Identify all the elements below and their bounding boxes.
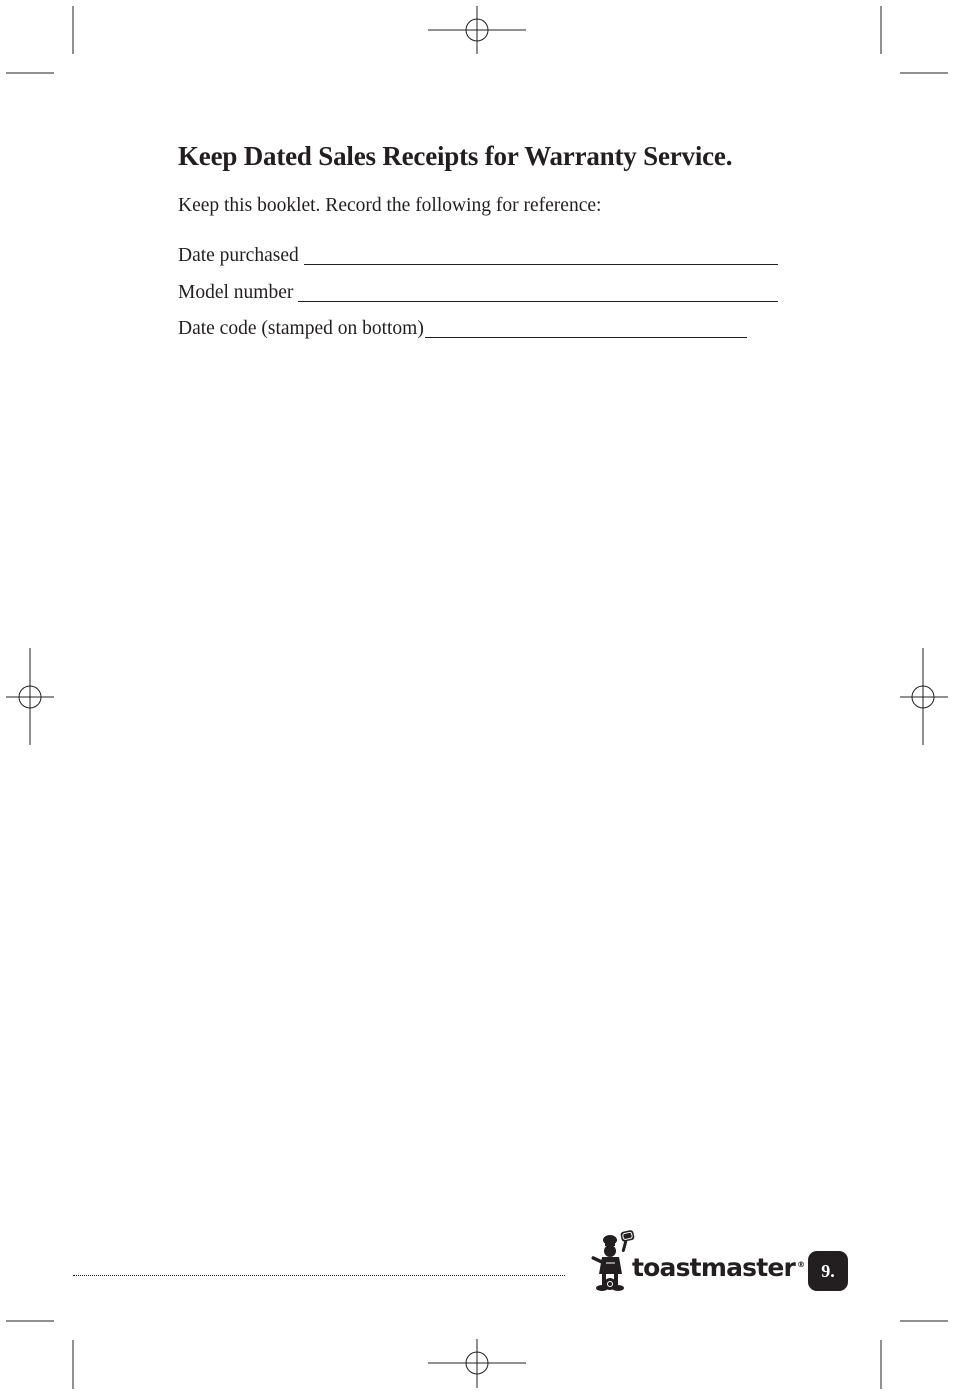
model-number-field	[178, 282, 778, 304]
date-code-field	[178, 318, 747, 340]
model-number-label: Model number	[178, 282, 294, 303]
model-number-blank-line	[298, 300, 778, 302]
registered-mark: ®	[797, 1260, 805, 1269]
brand-name	[632, 1255, 804, 1280]
date-purchased-label: Date purchased	[178, 245, 299, 266]
date-code-blank-line	[425, 336, 747, 338]
date-purchased-field	[178, 245, 778, 267]
page-number: 9.	[821, 1260, 835, 1281]
intro-text: Keep this booklet. Record the following for reference:	[178, 195, 602, 216]
date-purchased-blank-line	[304, 263, 778, 265]
footer-dotted-rule	[73, 1275, 565, 1276]
chef-mascot-icon	[588, 1228, 638, 1296]
date-code-label: Date code (stamped on bottom)	[178, 318, 424, 339]
page-number-badge	[808, 1251, 848, 1291]
page-title: Keep Dated Sales Receipts for Warranty Service.	[178, 141, 733, 171]
toastmaster-logo	[588, 1228, 805, 1296]
brand-wordmark: toastmaster	[632, 1253, 796, 1282]
